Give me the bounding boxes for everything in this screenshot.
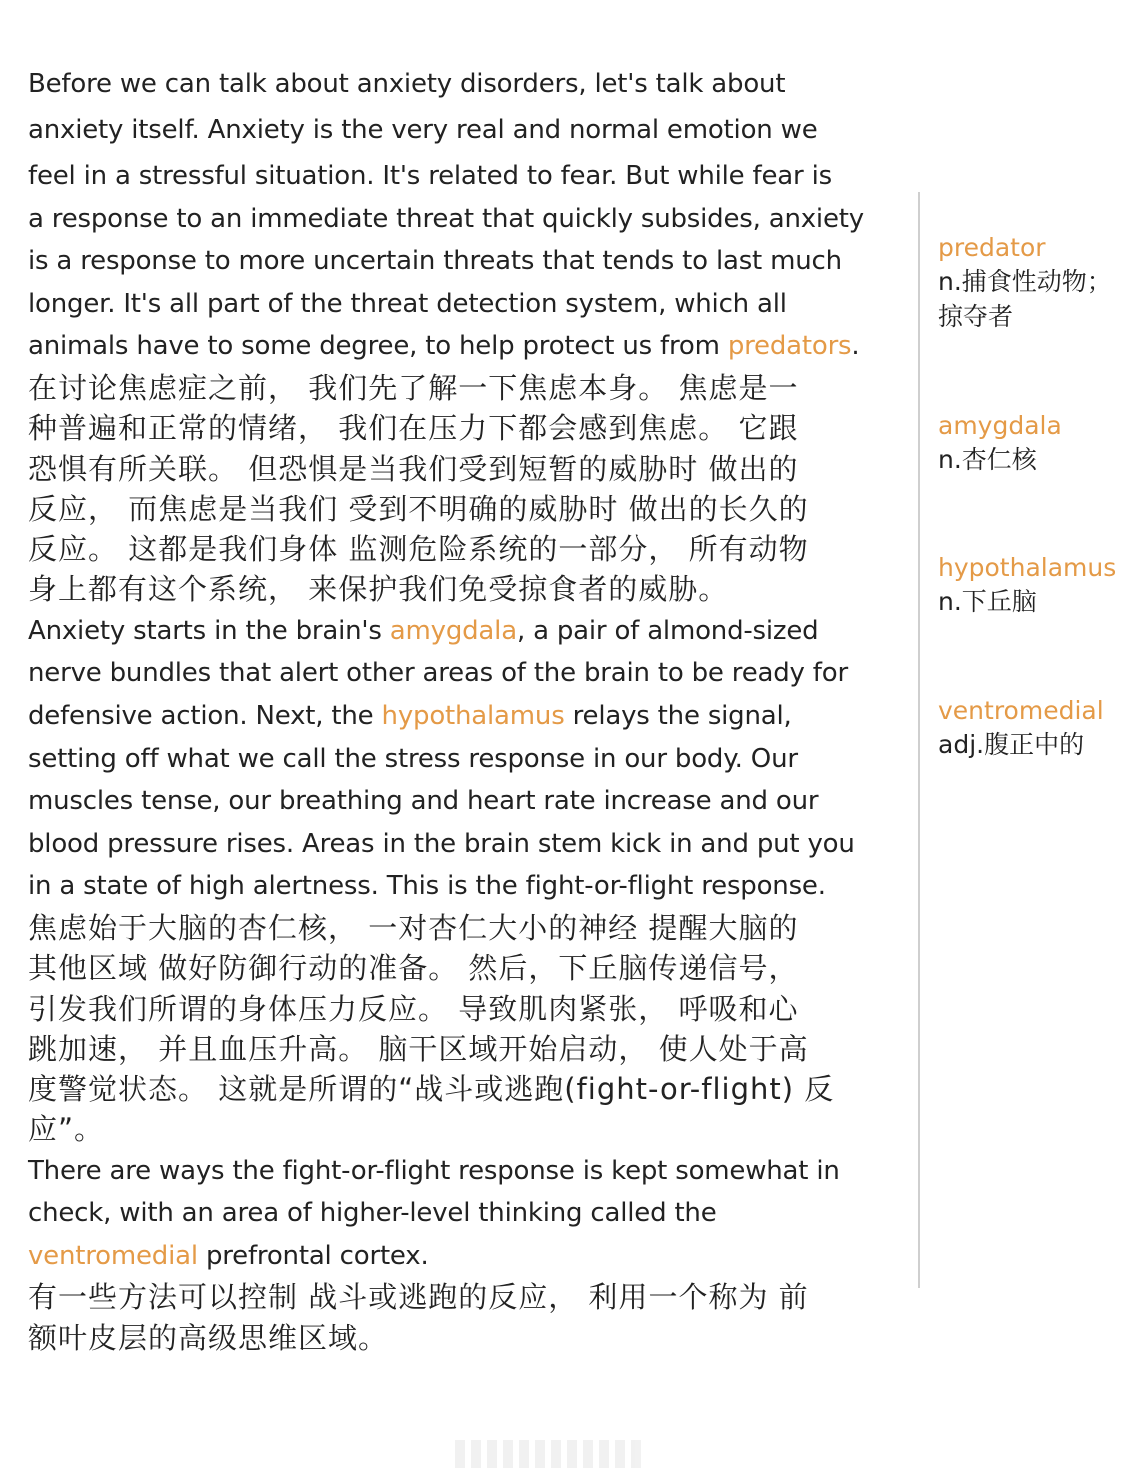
glossary-word: hypothalamus: [938, 553, 1117, 582]
chinese-translation-1: [28, 368, 908, 610]
english-paragraph-1: [28, 64, 908, 368]
translation-line: 有一些方法可以控制 战斗或逃跑的反应， 利用一个称为 前: [28, 1280, 809, 1315]
article-body: [28, 64, 908, 1358]
highlighted-word-amygdala: amygdala: [389, 615, 517, 646]
glossary-entry-ventromedial: [938, 695, 1118, 762]
highlighted-word-hypothalamus: hypothalamus: [381, 700, 565, 731]
text-line: setting off what we call the stress response in our body. Our: [28, 743, 798, 774]
watermark-bar: [551, 1440, 561, 1468]
text-line: muscles tense, our breathing and heart rate increase and our: [28, 786, 819, 817]
glossary-entry-predator: [938, 232, 1118, 334]
highlighted-word-ventromedial: ventromedial: [28, 1240, 198, 1271]
text-segment: .: [851, 331, 860, 362]
translation-line: 焦虑始于大脑的杏仁核， 一对杏仁大小的神经 提醒大脑的: [28, 910, 799, 945]
watermark-bar: [631, 1440, 641, 1468]
translation-line: 引发我们所谓的身体压力反应。 导致肌肉紧张， 呼吸和心: [28, 991, 799, 1026]
glossary-entry-amygdala: [938, 410, 1118, 477]
text-segment: , a pair of almond-sized: [516, 615, 819, 646]
text-line: Before we can talk about anxiety disorders, let's talk about: [28, 69, 786, 99]
glossary-definition: adj.腹正中的: [938, 730, 1085, 759]
glossary-definition: n.下丘脑: [938, 587, 1037, 616]
translation-line: 反应。 这都是我们身体 监测危险系统的一部分， 所有动物: [28, 532, 809, 567]
text-segment: prefrontal cortex.: [197, 1240, 429, 1271]
glossary-entry-hypothalamus: [938, 552, 1118, 619]
english-paragraph-2: [28, 610, 908, 908]
translation-line: 恐惧有所关联。 但恐惧是当我们受到短暂的威胁时 做出的: [28, 451, 799, 486]
text-line: feel in a stressful situation. It's related to fear. But while fear is: [28, 161, 832, 191]
chinese-translation-3: [28, 1277, 908, 1358]
chinese-translation-2: [28, 908, 908, 1150]
watermark-bar: [535, 1440, 545, 1468]
translation-line: 额叶皮层的高级思维区域。: [28, 1320, 389, 1355]
text-line: blood pressure rises. Areas in the brain stem kick in and put you: [28, 828, 855, 859]
watermark-bar: [599, 1440, 609, 1468]
glossary-definition: n.杏仁核: [938, 445, 1037, 474]
translation-line: 应”。: [28, 1112, 105, 1147]
glossary-definition: n.捕食性动物；掠夺者: [938, 267, 1112, 331]
watermark-bar: [487, 1440, 497, 1468]
english-paragraph-3: [28, 1150, 908, 1278]
translation-line: 跳加速， 并且血压升高。 脑干区域开始启动， 使人处于高: [28, 1031, 809, 1066]
text-line: a response to an immediate threat that quickly subsides, anxiety: [28, 203, 864, 234]
text-line: anxiety itself. Anxiety is the very real and normal emotion we: [28, 115, 818, 145]
watermark-bar: [567, 1440, 577, 1468]
translation-line: 度警觉状态。 这就是所谓的“战斗或逃跑(fight-or-flight) 反: [28, 1072, 835, 1107]
text-line: [28, 695, 908, 738]
text-line: is a response to more uncertain threats that tends to last much: [28, 246, 842, 277]
watermark-bar: [503, 1440, 513, 1468]
glossary-word: amygdala: [938, 411, 1062, 440]
text-segment: relays the signal,: [564, 700, 792, 731]
text-line: [28, 1235, 908, 1278]
text-line: [28, 325, 908, 368]
glossary-word: ventromedial: [938, 696, 1104, 725]
text-segment: Anxiety starts in the brain's: [28, 615, 390, 646]
watermark-bar: [583, 1440, 593, 1468]
glossary-divider: [918, 192, 920, 1288]
translation-line: 其他区域 做好防御行动的准备。 然后，下丘脑传递信号，: [28, 951, 799, 986]
highlighted-word-predators: predators: [727, 331, 852, 362]
text-line: nerve bundles that alert other areas of the brain to be ready for: [28, 658, 848, 689]
glossary-word: predator: [938, 233, 1046, 262]
text-segment: animals have to some degree, to help protect us from: [28, 331, 728, 362]
text-line: longer. It's all part of the threat detection system, which all: [28, 288, 787, 319]
text-line: in a state of high alertness. This is the fight-or-flight response.: [28, 871, 826, 902]
translation-line: 反应， 而焦虑是当我们 受到不明确的威胁时 做出的长久的: [28, 491, 809, 526]
translation-line: 在讨论焦虑症之前， 我们先了解一下焦虑本身。 焦虑是一: [28, 370, 799, 405]
text-segment: defensive action. Next, the: [28, 700, 382, 731]
translation-line: 身上都有这个系统， 来保护我们免受掠食者的威胁。: [28, 572, 729, 607]
text-line: check, with an area of higher-level thinking called the: [28, 1198, 717, 1229]
text-line: There are ways the fight-or-flight response is kept somewhat in: [28, 1155, 840, 1186]
watermark-bar: [615, 1440, 625, 1468]
watermark-bar: [471, 1440, 481, 1468]
watermark-bar: [519, 1440, 529, 1468]
translation-line: 种普遍和正常的情绪， 我们在压力下都会感到焦虑。 它跟: [28, 411, 799, 446]
watermark-bar: [455, 1440, 465, 1468]
text-line: [28, 610, 908, 653]
watermark-barcode: [455, 1440, 675, 1468]
